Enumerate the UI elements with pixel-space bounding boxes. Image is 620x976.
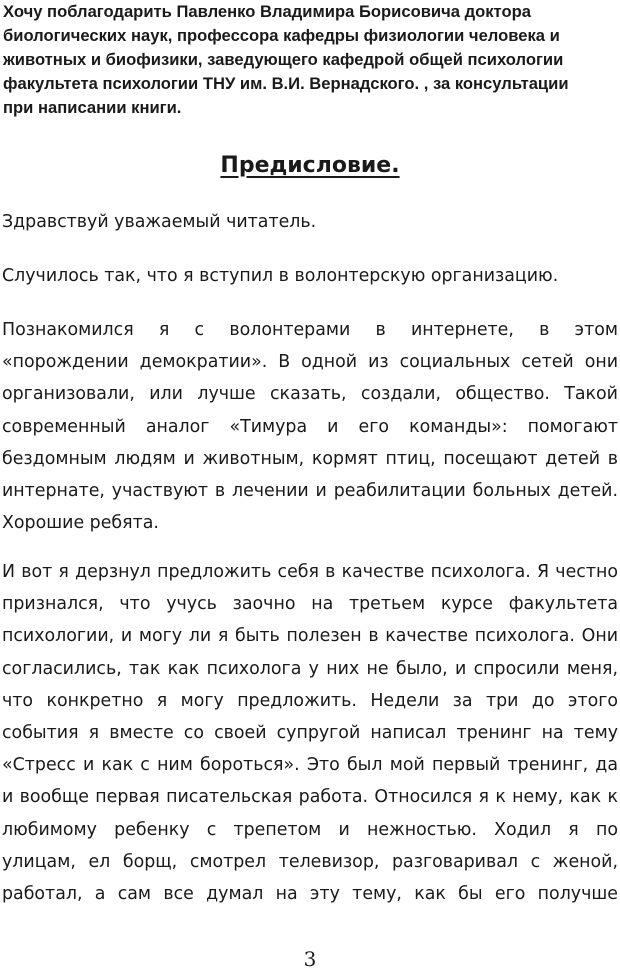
paragraph-line: Познакомился я с волонтерами в интернете, в этом [2, 320, 618, 340]
acknowledgement-line: Хочу поблагодарить Павленко Владимира Борисовича доктора [3, 2, 531, 21]
page-number: 3 [303, 947, 317, 971]
paragraph-line: Здравствуй уважаемый читатель. [2, 212, 317, 232]
paragraph-line: бездомным людям и животным, кормят птиц, посещают детей в [2, 448, 618, 469]
paragraph-line: любимому ребенку с трепетом и нежностью. Ходил я по [2, 819, 618, 840]
paragraph-line: современный аналог «Тимура и его команды»: помогают [2, 416, 618, 437]
paragraph-line: Случилось так, что я вступил в волонтерскую организацию. [2, 266, 559, 286]
acknowledgement-line: при написании книги. [3, 98, 182, 117]
paragraph-line: согласились, так как психолога у них не было, и спросили меня, [2, 658, 618, 679]
paragraph-line: Хорошие ребята. [2, 513, 159, 534]
acknowledgement-line: биологических наук, профессора кафедры физиологии человека и [3, 26, 560, 45]
paragraph-line: улицам, ел борщ, смотрел телевизор, разговаривал с женой, [2, 851, 618, 872]
paragraph-greeting [2, 206, 618, 238]
paragraph-line: психологии, и могу ли я быть полезен в качестве психолога. Они [2, 626, 618, 647]
paragraph-volunteers [2, 314, 618, 539]
paragraph-line: признался, что учусь заочно на третьем курсе факультета [2, 594, 618, 615]
paragraph-psychologist [2, 556, 618, 910]
paragraph-line: организовали, или лучше сказать, создали, общество. Такой [2, 384, 618, 405]
acknowledgement-line: факультета психологии ТНУ им. В.И. Вернадского. , за консультации [3, 74, 569, 93]
paragraph-line: интернате, участвуют в лечении и реабилитации больных детей. [2, 480, 618, 501]
paragraph-line: работал, а сам все думал на эту тему, как бы его получше [2, 883, 618, 904]
acknowledgement-text [3, 0, 609, 120]
paragraph-line: «Стресс и как с ним бороться». Это был мой первый тренинг, да [2, 755, 618, 776]
paragraph-line: и вообще первая писательская работа. Относился я к нему, как к [2, 787, 618, 808]
paragraph-intro [2, 260, 618, 292]
acknowledgement-line: животных и биофизики, заведующего кафедрой общей психологии [3, 50, 564, 69]
paragraph-line: события я вместе со своей супругой написал тренинг на тему [2, 722, 618, 743]
paragraph-line: что конкретно я могу предложить. Недели за три до этого [2, 690, 618, 711]
paragraph-line: И вот я дерзнул предложить себя в качестве психолога. Я честно [2, 562, 618, 582]
paragraph-line: «порождении демократии». В одной из социальных сетей они [2, 352, 618, 373]
section-heading: Предисловие. [220, 153, 400, 178]
